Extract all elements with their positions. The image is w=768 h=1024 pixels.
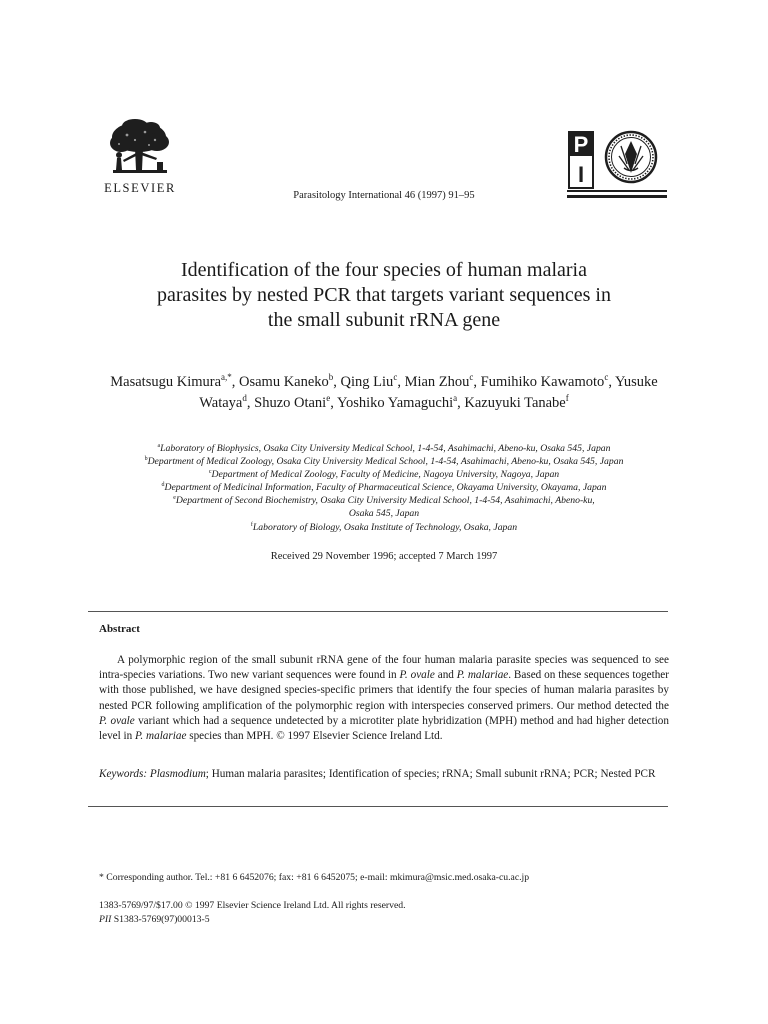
pii-value: S1383-5769(97)00013-5: [113, 914, 210, 925]
keyword: Small subunit rRNA: [475, 768, 568, 780]
author-affiliation-mark: b: [328, 372, 334, 383]
author-affiliation-mark: c: [469, 372, 474, 383]
pii-label: PII: [99, 914, 112, 925]
author-separator: ,: [457, 395, 465, 411]
author: [405, 374, 481, 390]
affiliation-line: [100, 507, 668, 520]
author: [481, 374, 615, 390]
author-separator: ,: [473, 374, 481, 390]
received-dates: Received 29 November 1996; accepted 7 March 1997: [270, 551, 498, 562]
author-name: Kazuyuki Tanabe: [464, 395, 566, 411]
corresponding-author-footnote: * Corresponding author. Tel.: +81 6 6452076; fax: +81 6 6452075; e-mail: mkimura@msic.med.osaka-cu.ac.jp: [99, 872, 530, 883]
pii-logo-letter-i: I: [577, 162, 585, 187]
keyword: PCR: [573, 768, 595, 780]
author-name: Yoshiko Yamaguchi: [336, 395, 454, 411]
pii-line: [99, 914, 210, 925]
author-affiliation-mark: d: [242, 393, 247, 404]
copyright-line: 1383-5769/97/$17.00 © 1997 Elsevier Science Ireland Ltd. All rights reserved.: [99, 900, 406, 911]
abstract-heading: Abstract: [99, 623, 140, 635]
title-line: parasites by nested PCR that targets variant sequences in: [157, 284, 611, 306]
affiliation-line: [100, 442, 668, 455]
author-separator: ,: [231, 374, 239, 390]
author-separator: ,: [333, 374, 341, 390]
author-affiliation-mark: a,*: [221, 372, 232, 383]
author: [337, 395, 464, 411]
abstract-text: and: [434, 669, 457, 682]
keyword: Human malaria parasites: [211, 768, 323, 780]
keyword: Identification of species: [328, 768, 437, 780]
pii-journal-logo: [567, 124, 667, 200]
author-affiliation-mark: a: [453, 393, 458, 404]
author-affiliation-mark: f: [565, 393, 569, 404]
title-line: Identification of the four species of human malaria: [181, 259, 587, 281]
affiliation-mark: c: [208, 468, 212, 475]
author-affiliation-mark: c: [604, 372, 609, 383]
affiliation-line: [100, 494, 668, 507]
author-list: [100, 372, 668, 414]
author: [110, 374, 239, 390]
author-name: Osamu Kaneko: [239, 374, 329, 390]
publisher-name: ELSEVIER: [104, 181, 176, 195]
species-name: P. ovale: [99, 714, 135, 727]
publisher-logo: [98, 118, 182, 196]
affiliation-line: [100, 521, 668, 534]
elsevier-tree-icon: [105, 118, 175, 180]
affiliation-line: [100, 455, 668, 468]
abstract-bottom-rule: [88, 806, 668, 807]
affiliation-text: Laboratory of Biology, Osaka Institute of Technology, Osaka, Japan: [252, 521, 518, 533]
author-name: Masatsugu Kimura: [110, 374, 222, 390]
species-name: P. ovale: [399, 669, 435, 682]
affiliation-text: Department of Second Biochemistry, Osaka City University Medical School, 1-4-54, Asahimachi, Abeno-ku,: [175, 495, 595, 507]
keyword: rRNA: [442, 768, 470, 780]
keyword: Plasmodium: [149, 768, 206, 780]
author-name: Yusuke Wataya: [199, 374, 658, 411]
author-separator: ,: [608, 374, 616, 390]
abstract-text: . Based on these sequences together with those published, we have designed species-specific primers that identify the four species of human malaria parasites by nested PCR following amplification of the polymorphic region with interspecies conserved primers. Our method detected the: [99, 669, 669, 712]
author-name: Shuzo Otani: [254, 395, 327, 411]
author-separator: ,: [397, 374, 405, 390]
author-name: Qing Liu: [340, 374, 394, 390]
affiliation-text: Laboratory of Biophysics, Osaka City University Medical School, 1-4-54, Asahimachi, Abeno-ku, Osaka 545, Japan: [160, 443, 611, 454]
author-name: Fumihiko Kawamoto: [480, 374, 605, 390]
affiliation-text: Department of Medicinal Information, Faculty of Pharmaceutical Science, Okayama University, Okayama, Japan: [164, 482, 607, 494]
affiliation-mark: a: [157, 442, 161, 449]
abstract-text: A polymorphic region of the small subunit rRNA gene of the four human malaria parasite species was sequenced to see intra-species variations. Two new variant sequences were found in: [99, 654, 669, 682]
pii-emblem-icon: [567, 124, 667, 200]
author-affiliation-mark: c: [393, 372, 398, 383]
author-name: Mian Zhou: [404, 374, 470, 390]
affiliation-text: Osaka 545, Japan: [348, 508, 420, 520]
pii-logo-letter-p: P: [573, 132, 589, 157]
author: [341, 374, 405, 390]
keywords: [99, 767, 669, 782]
title-line: the small subunit rRNA gene: [267, 309, 501, 331]
author: [464, 395, 568, 411]
abstract-text: species than MPH. © 1997 Elsevier Science Ireland Ltd.: [186, 730, 443, 743]
article-title: [84, 258, 684, 333]
species-name: P. malariae: [135, 730, 187, 743]
author-affiliation-mark: e: [326, 393, 331, 404]
author-separator: ,: [246, 395, 255, 411]
author: [239, 374, 341, 390]
affiliation-list: [100, 442, 668, 534]
affiliation-text: Department of Medical Zoology, Faculty of Medicine, Nagoya University, Nagoya, Japan: [211, 469, 560, 481]
affiliation-mark: e: [173, 495, 176, 502]
abstract-body: [99, 653, 669, 744]
affiliation-text: Department of Medical Zoology, Osaka City University Medical School, 1-4-54, Asahimachi, Abeno-ku, Osaka 545, Japan: [147, 456, 624, 468]
abstract-text: variant which had a sequence undetected by a microtiter plate hybridization (MPH) method and had higher detection level in: [99, 714, 669, 743]
affiliation-line: [100, 468, 668, 481]
keyword: Nested PCR: [600, 768, 656, 780]
author-separator: ,: [330, 395, 337, 411]
affiliation-line: [100, 481, 668, 494]
author: [254, 395, 337, 411]
keywords-label: Keywords:: [99, 768, 148, 780]
species-name: P. malariae: [456, 669, 509, 682]
affiliation-mark: f: [250, 521, 253, 528]
abstract-top-rule: [88, 611, 668, 612]
journal-citation: Parasitology International 46 (1997) 91–95: [293, 190, 475, 201]
affiliation-mark: b: [144, 455, 148, 462]
keyword-list: Plasmodium; Human malaria parasites; Identification of species; rRNA; Small subunit rRNA; PCR; Nested PCR: [149, 768, 656, 780]
affiliation-mark: d: [161, 482, 165, 489]
